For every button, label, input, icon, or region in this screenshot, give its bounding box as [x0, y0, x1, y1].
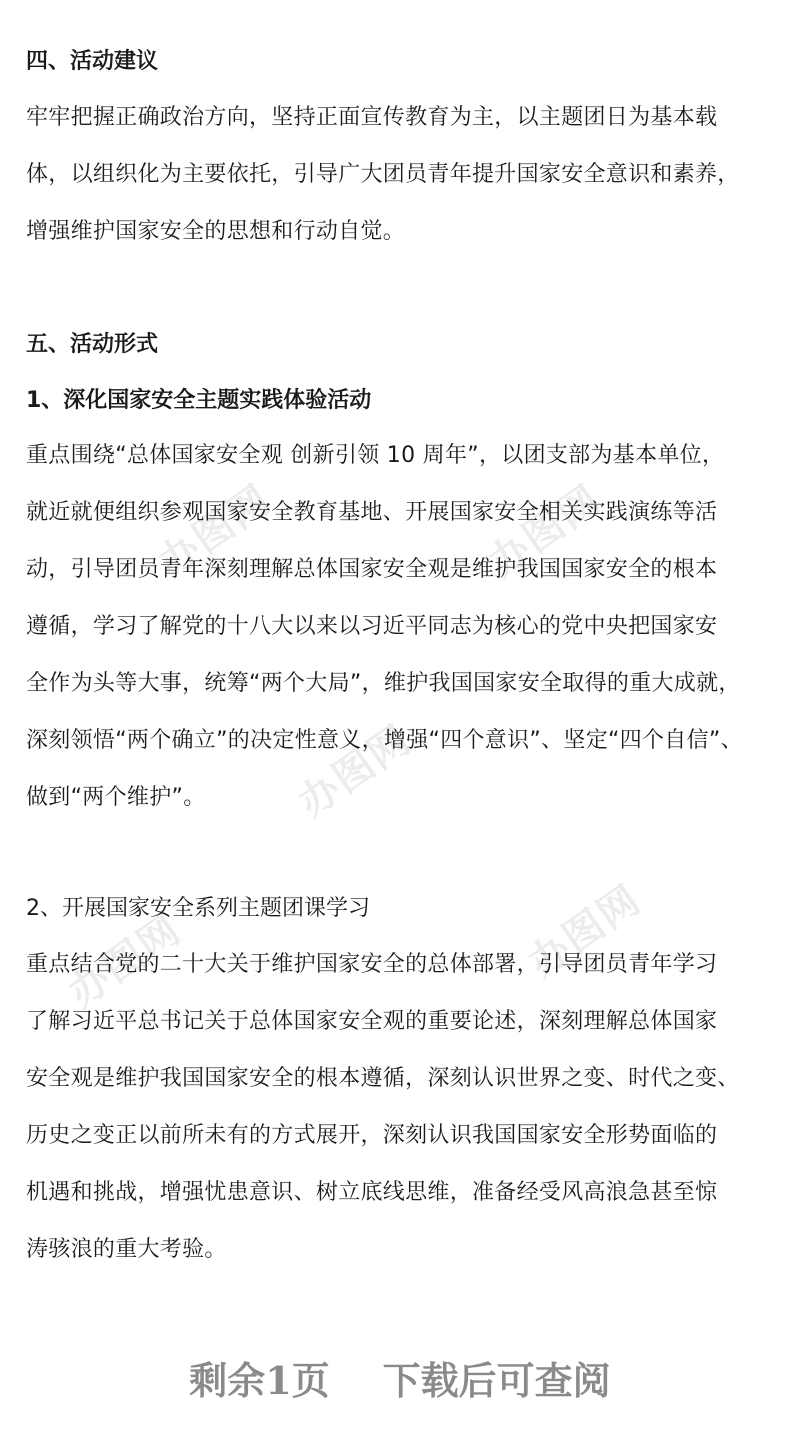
paragraph-line: 全作为头等大事，统筹“两个大局”，维护我国国家安全取得的重大成就， [26, 671, 741, 696]
item-1-title: 1、深化国家安全主题实践体验活动 [26, 388, 372, 413]
section-4-paragraph [26, 89, 776, 260]
item-1-paragraph [26, 427, 776, 826]
paragraph-line: 历史之变正以前所未有的方式展开，深刻认识我国国家安全形势面临的 [26, 1123, 718, 1148]
watermark: 办图网 [60, 906, 190, 1017]
download-to-view-label: 下载后可查阅 [382, 1358, 611, 1403]
paragraph-line: 牢牢把握正确政治方向，坚持正面宣传教育为主，以主题团日为基本载 [26, 105, 718, 130]
item-2-paragraph [26, 936, 776, 1278]
watermark: 办图网 [150, 476, 280, 587]
remaining-pages-label: 剩余1页 [189, 1358, 330, 1403]
paragraph-line: 动，引导团员青年深刻理解总体国家安全观是维护我国国家安全的根本 [26, 557, 718, 582]
paragraph-line: 机遇和挑战，增强忧患意识、树立底线思维，准备经受风高浪急甚至惊 [26, 1180, 718, 1205]
watermark: 办图网 [290, 716, 420, 827]
paragraph-line: 安全观是维护我国国家安全的根本遵循，深刻认识世界之变、时代之变、 [26, 1066, 740, 1091]
paragraph-line: 深刻领悟“两个确立”的决定性意义，增强“四个意识”、坚定“四个自信”、 [26, 728, 743, 753]
paragraph-line: 遵循，学习了解党的十八大以来以习近平同志为核心的党中央把国家安 [26, 614, 718, 639]
paragraph-line: 做到“两个维护”。 [26, 785, 206, 810]
section-heading-4: 四、活动建议 [26, 49, 159, 74]
paragraph-line: 重点围绕“总体国家安全观 创新引领 10 周年”，以团支部为基本单位， [26, 443, 725, 468]
watermark: 办图网 [520, 876, 650, 987]
paragraph-line: 重点结合党的二十大关于维护国家安全的总体部署，引导团员青年学习 [26, 952, 718, 977]
paragraph-line: 就近就便组织参观国家安全教育基地、开展国家安全相关实践演练等活 [26, 500, 718, 525]
paragraph-line: 了解习近平总书记关于总体国家安全观的重要论述，深刻理解总体国家 [26, 1009, 718, 1034]
download-prompt[interactable] [0, 1350, 800, 1405]
paragraph-line: 增强维护国家安全的思想和行动自觉。 [26, 219, 406, 244]
paragraph-line: 体，以组织化为主要依托，引导广大团员青年提升国家安全意识和素养， [26, 162, 740, 187]
item-2-title: 2、开展国家安全系列主题团课学习 [26, 896, 370, 921]
section-heading-5: 五、活动形式 [26, 332, 159, 357]
paragraph-line: 涛骇浪的重大考验。 [26, 1237, 227, 1262]
watermark: 办图网 [480, 476, 610, 587]
